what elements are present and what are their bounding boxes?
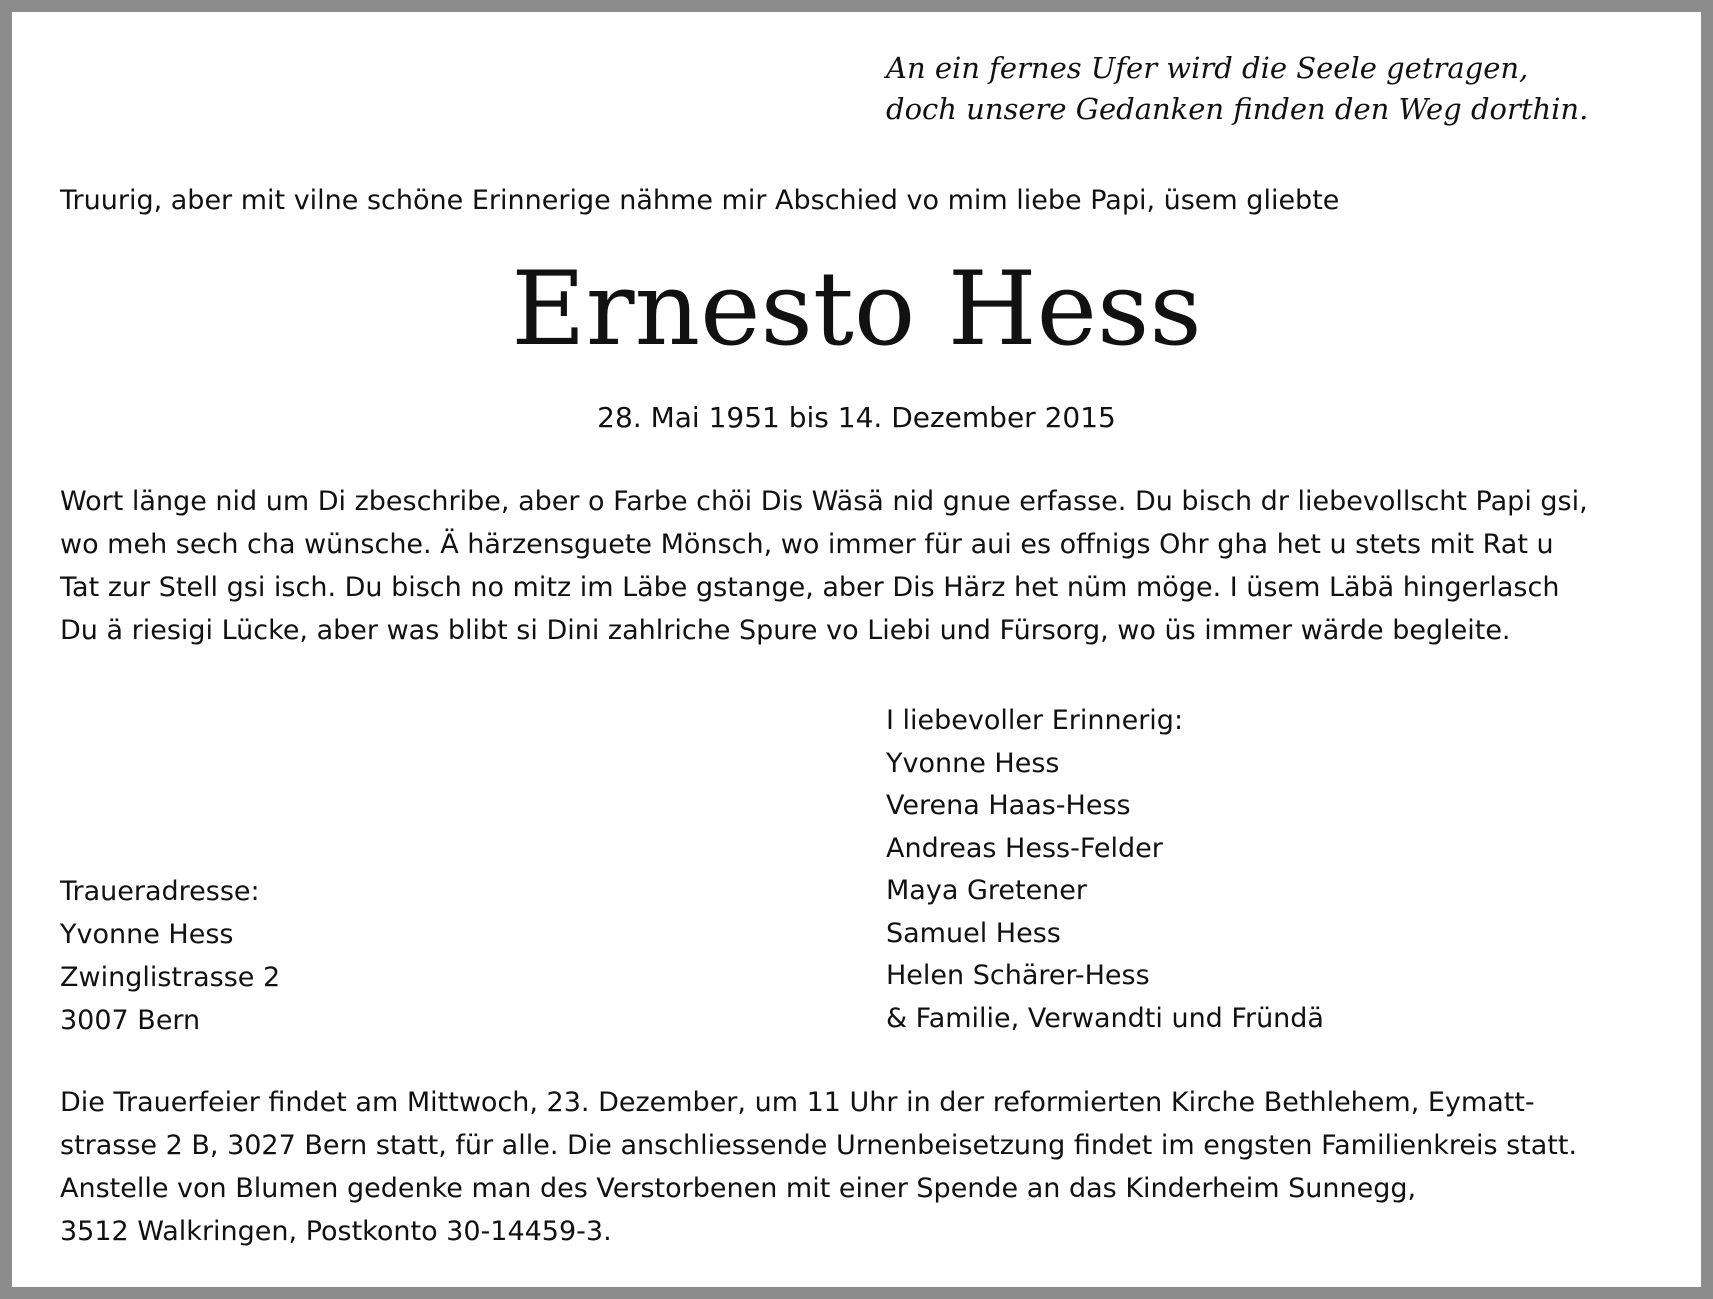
mourner-name: Samuel Hess [886,917,1061,949]
tribute-line: Tat zur Stell gsi isch. Du bisch no mitz im Läbe gstange, aber Dis Härz het nüm möge. I üsem Läbä hingerlasch [60,572,1560,603]
life-dates: 28. Mai 1951 bis 14. Dezember 2015 [597,401,1116,434]
mourning-address [60,870,280,1042]
deceased-name: Ernesto Hess [511,250,1202,369]
mourner-name: Andreas Hess-Felder [886,832,1163,864]
motto-line: An ein fernes Ufer wird die Seele getragen, [886,51,1529,85]
obituary-notice [12,12,1701,1287]
notice-frame [12,12,1701,1287]
mourners-heading: I liebevoller Erinnerig: [886,705,1184,736]
mourner-name: Maya Gretener [886,875,1088,906]
tribute-line: Wort länge nid um Di zbeschribe, aber o Farbe chöi Dis Wäsä nid gnue erfasse. Du bisch dr liebevollscht Papi gsi, [60,486,1588,517]
service-line: strasse 2 B, 3027 Bern statt, für alle. Die anschliessende Urnenbeisetzung findet im engsten Familienkreis statt. [60,1130,1578,1161]
address-city: 3007 Bern [60,1005,201,1036]
address-name: Yvonne Hess [60,919,234,950]
service-line: Die Trauerfeier findet am Mittwoch, 23. Dezember, um 11 Uhr in der reformierten Kirche Bethlehem, Eymatt- [60,1087,1535,1118]
mourner-name: & Familie, Verwandti und Fründä [886,1002,1324,1034]
mourner-name: Yvonne Hess [886,747,1060,779]
motto-line: doch unsere Gedanken finden den Weg dorthin. [886,92,1589,126]
tribute-line: Du ä riesigi Lücke, aber was blibt si Dini zahlriche Spure vo Liebi und Fürsorg, wo üs immer wärde begleite. [60,615,1511,646]
tribute-paragraph [60,480,1588,652]
tribute-line: wo meh sech cha wünsche. Ä härzensguete Mönsch, wo immer für aui es offnigs Ohr gha het u stets mit Rat u [60,529,1554,560]
mourner-name: Verena Haas-Hess [886,790,1131,821]
address-street: Zwinglistrasse 2 [60,962,281,993]
service-line: 3512 Walkringen, Postkonto 30-14459-3. [60,1216,612,1247]
service-paragraph [60,1081,1577,1253]
mourner-name: Helen Schärer-Hess [886,960,1150,991]
motto-verse [886,48,1588,130]
service-line: Anstelle von Blumen gedenke man des Verstorbenen mit einer Spende an das Kinderheim Sunnegg, [60,1173,1417,1204]
mourners-list [886,700,1324,1040]
intro-text: Truurig, aber mit vilne schöne Erinnerige nähme mir Abschied vo mim liebe Papi, üsem gliebte [60,185,1340,216]
address-label: Traueradresse: [60,876,260,907]
